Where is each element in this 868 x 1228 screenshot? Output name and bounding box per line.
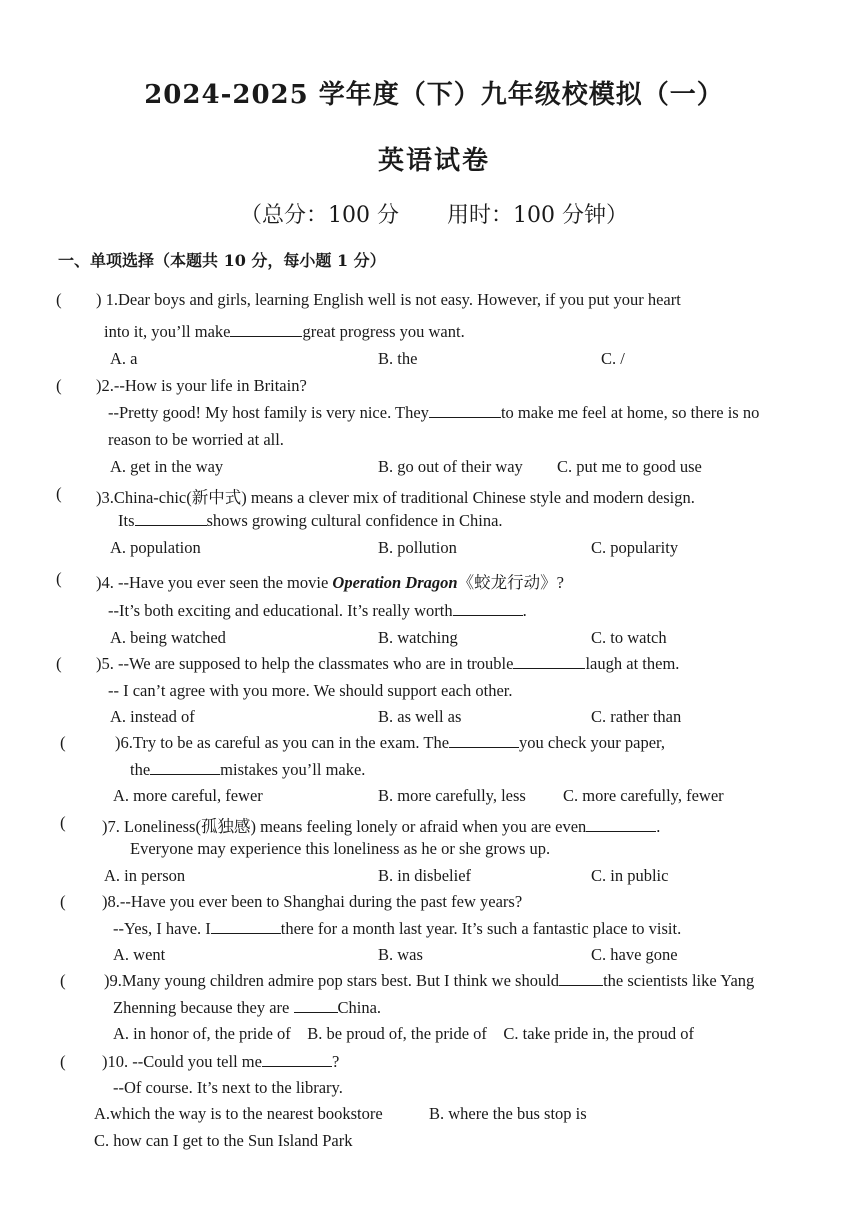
answer-paren: ( (56, 290, 62, 309)
answer-paren: ( (60, 813, 66, 832)
option-c: C. more carefully, fewer (563, 786, 724, 805)
answer-paren: ( (56, 376, 62, 395)
option-c: C. to watch (591, 628, 667, 647)
question-text: )2.--How is your life in Britain? (96, 376, 307, 395)
question-text: Everyone may experience this loneliness as he or she grows up. (130, 839, 551, 858)
exam-subject: 英语试卷 (377, 146, 490, 176)
question-text: )4. --Have you ever seen the movie Operation Dragon《蛟龙行动》? (96, 573, 564, 592)
answer-paren: ( (60, 733, 66, 752)
option-a: A.which the way is to the nearest bookstore (94, 1104, 383, 1123)
option-b: B. go out of their way (378, 457, 523, 476)
time-limit: 用时：100 分钟） (447, 203, 628, 228)
question-text: )9.Many young children admire pop stars best. But I think we should the scientists like Yang (104, 971, 755, 990)
answer-paren: ( (56, 569, 62, 588)
option-b: B. the (378, 349, 418, 368)
question-text: into it, you’ll make great progress you want. (104, 322, 465, 341)
option-c: C. popularity (591, 538, 679, 557)
option-c: C. have gone (591, 945, 678, 964)
question-text: )8.--Have you ever been to Shanghai during the past few years? (102, 892, 523, 911)
answer-paren: ( (60, 892, 66, 911)
option-c: C. put me to good use (557, 457, 702, 476)
option-b: B. where the bus stop is (429, 1104, 587, 1123)
question-text: Zhenning because they are China. (113, 998, 382, 1017)
question-text: ) 1.Dear boys and girls, learning English well is not easy. However, if you put your heart (96, 290, 681, 309)
question-text: --Of course. It’s next to the library. (113, 1078, 343, 1097)
question-text: )7. Loneliness(孤独感) means feeling lonely or afraid when you are even . (102, 817, 661, 836)
question-text: --Pretty good! My host family is very nice. They to make me feel at home, so there is no (108, 403, 760, 422)
option-b: B. pollution (378, 538, 457, 557)
question-text: reason to be worried at all. (108, 430, 284, 449)
options-line: A. in honor of, the pride of B. be proud of, the pride of C. take pride in, the proud of (113, 1024, 695, 1043)
answer-paren: ( (56, 484, 62, 503)
question-text: )5. --We are supposed to help the classmates who are in trouble laugh at them. (96, 654, 680, 673)
option-b: B. watching (378, 628, 458, 647)
option-a: A. went (113, 945, 166, 964)
option-a: A. get in the way (110, 457, 224, 476)
question-text: )10. --Could you tell me ? (102, 1052, 340, 1071)
question-text: the mistakes you’ll make. (130, 760, 366, 779)
answer-paren: ( (60, 1052, 66, 1071)
exam-title: 2024-2025 学年度（下）九年级校模拟（一） (144, 80, 724, 110)
option-a: A. in person (104, 866, 186, 885)
exam-info (0, 198, 868, 229)
option-a: A. being watched (110, 628, 226, 647)
option-b: B. as well as (378, 707, 462, 726)
question-text: Its shows growing cultural confidence in China. (118, 511, 503, 530)
option-b: B. was (378, 945, 423, 964)
option-c: C. / (601, 349, 625, 368)
option-a: A. a (110, 349, 138, 368)
question-text: -- I can’t agree with you more. We should support each other. (108, 681, 513, 700)
section-heading: 一、单项选择（本题共 10 分，每小题 1 分） (58, 251, 386, 270)
option-b: B. in disbelief (378, 866, 472, 885)
option-b: B. more carefully, less (378, 786, 526, 805)
option-c: C. in public (591, 866, 669, 885)
option-a: A. instead of (110, 707, 195, 726)
option-a: A. population (110, 538, 201, 557)
question-text: --Yes, I have. I there for a month last year. It’s such a fantastic place to visit. (113, 919, 682, 938)
option-c: C. how can I get to the Sun Island Park (94, 1131, 353, 1150)
answer-paren: ( (60, 971, 66, 990)
answer-paren: ( (56, 654, 62, 673)
movie-title: Operation Dragon (332, 573, 458, 592)
option-a: A. more careful, fewer (113, 786, 263, 805)
question-text: --It’s both exciting and educational. It’s really worth . (108, 601, 527, 620)
question-text: )6.Try to be as careful as you can in the exam. The you check your paper, (115, 733, 665, 752)
total-score: （总分：100 分 (240, 203, 399, 228)
option-c: C. rather than (591, 707, 682, 726)
question-text: )3.China-chic(新中式) means a clever mix of traditional Chinese style and modern design. (96, 488, 695, 507)
